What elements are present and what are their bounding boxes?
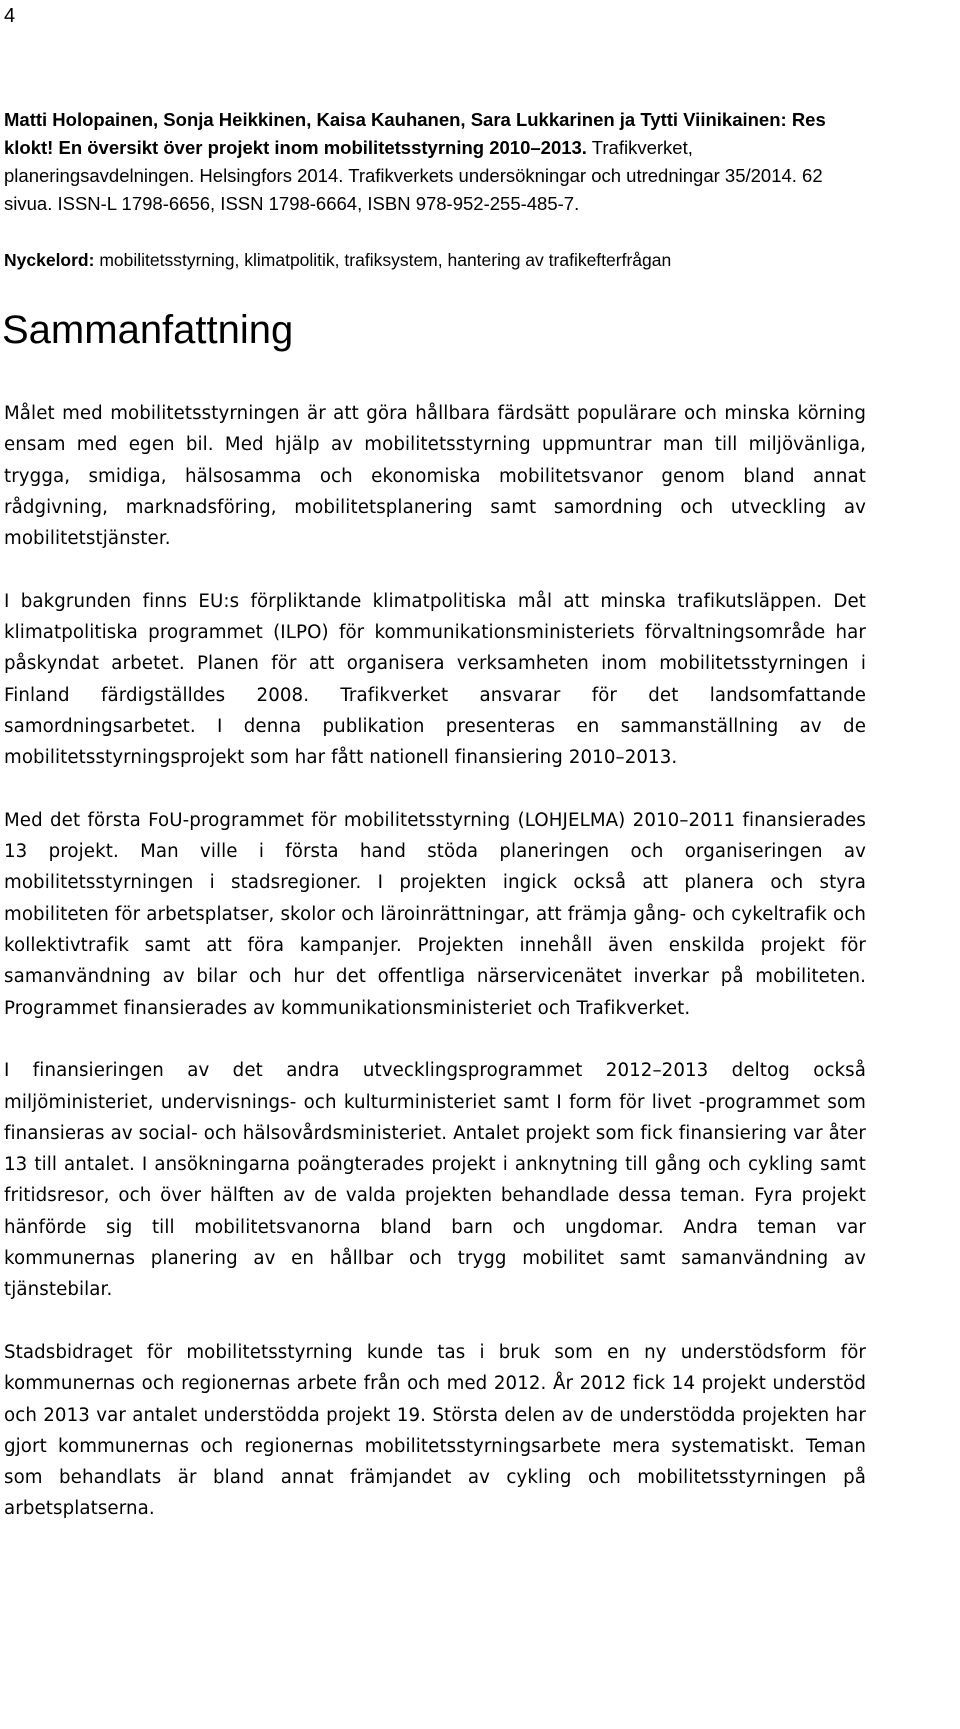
summary-paragraph-3: Med det första FoU-programmet för mobilitetsstyrning (LOHJELMA) 2010–2011 finansierades 13 projekt. Man ville i första hand stöda planeringen och organiseringen av mobilitetsstyrningen i stadsregioner. I projekten ingick också att planera och styra mobiliteten för arbetsplatser, skolor och läroinrättningar, att främja gång- och cykeltrafik och kollektivtrafik samt att föra kampanjer. Projekten innehåll även enskilda projekt för samanvändning av bilar och hur det offentliga närservicenätet inverkar på mobiliteten. Programmet finansierades av kommunikationsministeriet och Trafikverket. [4,809,866,1019]
citation-block [4,106,866,218]
summary-body [4,398,866,1525]
keywords-label: Nyckelord: [4,250,95,270]
section-title: Sammanfattning [2,308,294,352]
summary-paragraph-2: I bakgrunden finns EU:s förpliktande klimatpolitiska mål att minska trafikutsläppen. Det klimatpolitiska programmet (ILPO) för kommunikationsministeriets förvaltningsområde har påskyndat arbetet. Planen för att organisera verksamheten inom mobilitetsstyrningen i Finland färdigställdes 2008. Trafikverket ansvarar för det landsomfattande samordningsarbetet. I denna publikation presenteras en sammanställning av de mobilitetsstyrningsprojekt som har fått nationell finansiering 2010–2013. [4,590,866,769]
summary-paragraph-5: Stadsbidraget för mobilitetsstyrning kunde tas i bruk som en ny understödsform för kommunernas och regionernas arbete från och med 2012. År 2012 fick 14 projekt understöd och 2013 var antalet understödda projekt 19. Största delen av de understödda projekten har gjort kommunernas och regionernas mobilitetsstyrningsarbete mera systematiskt. Teman som behandlats är bland annat främjandet av cykling och mobilitetsstyrningen på arbetsplatserna. [4,1341,866,1520]
page-number: 4 [4,5,16,27]
summary-paragraph-4: I finansieringen av det andra utvecklingsprogrammet 2012–2013 deltog också miljöministeriet, undervisnings- och kulturministeriet samt I form för livet -programmet som finansieras av social- och hälsovårdsministeriet. Antalet projekt som fick finansiering var åter 13 till antalet. I ansökningarna poängterades projekt i anknytning till gång och cykling samt fritidsresor, och över hälften av de valda projekten behandlade dessa teman. Fyra projekt hänförde sig till mobilitetsvanorna bland barn och ungdomar. Andra teman var kommunernas planering av en hållbar och trygg mobilitet samt samanvändning av tjänstebilar. [4,1060,866,1301]
summary-paragraph-1: Målet med mobilitetsstyrningen är att göra hållbara färdsätt populärare och minska körning ensam med egen bil. Med hjälp av mobilitetsstyrning uppmuntrar man till miljövänliga, trygga, smidiga, hälsosamma och ekonomiska mobilitetsvanor genom bland annat rådgivning, marknadsföring, mobilitetsplanering samt samordning och utveckling av mobilitetstjänster. [4,403,866,550]
citation-authors-title: Matti Holopainen, Sonja Heikkinen, Kaisa Kauhanen, Sara Lukkarinen ja Tytti Viinikainen: Res klokt! En översikt över projekt inom mobilitetsstyrning 2010–2013. [4,109,826,158]
citation-details: Trafikverket, planeringsavdelningen. Helsingfors 2014. Trafikverkets undersökningar och utredningar 35/2014. 62 sivua. ISSN-L 1798-6656, ISSN 1798-6664, ISBN 978-952-255-485-7. [4,137,823,214]
keywords-text: mobilitetsstyrning, klimatpolitik, trafiksystem, hantering av trafikefterfrågan [99,250,672,270]
keywords-line [4,246,866,274]
